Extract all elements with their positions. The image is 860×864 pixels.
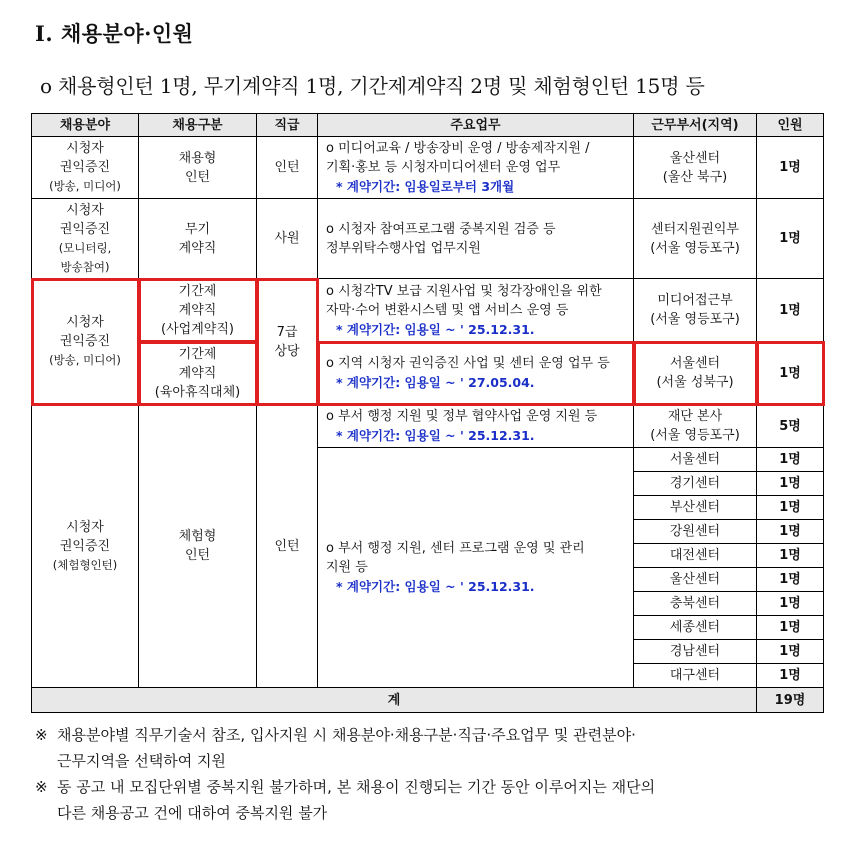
recruitment-table — [31, 113, 824, 713]
header-duty: 주요업무 — [318, 114, 634, 137]
cell-dept: 재단 본사 (서울 영등포구) — [634, 405, 757, 448]
cell-field: 시청자 권익증진 (체험형인턴) — [32, 405, 139, 688]
header-field: 채용분야 — [32, 114, 139, 137]
cell-duty: o 시청자 참여프로그램 중복지원 검증 등 정부위탁수행사업 업무지원 — [318, 199, 634, 279]
note-item: ※ 동 공고 내 모집단위별 중복지원 불가하며, 본 채용이 진행되는 기간 동안 이루어지는 재단의 다른 채용공고 건에 대하여 중복지원 불가 — [35, 774, 835, 826]
cell-type: 무기 계약직 — [139, 199, 257, 279]
total-label: 계 — [32, 688, 757, 713]
table-row — [32, 199, 824, 279]
cell-duty: o 시청각TV 보급 지원사업 및 청각장애인을 위한 자막·수어 변환시스템 및 앱 서비스 운영 등 * 계약기간: 임용일 ~ ' 25.12.31. — [318, 279, 634, 342]
cell-field-highlighted: 시청자 권익증진 (방송, 미디어) — [32, 279, 139, 405]
header-count: 인원 — [757, 114, 824, 137]
recruitment-summary: o 채용형인턴 1명, 무기계약직 1명, 기간제계약직 2명 및 체험형인턴 15명 등 — [40, 74, 705, 98]
cell-center: 대전센터 — [634, 544, 757, 568]
cell-count-highlighted: 1명 — [757, 342, 824, 405]
cell-count: 1명 — [757, 472, 824, 496]
cell-center: 울산센터 — [634, 568, 757, 592]
cell-duty: o 부서 행정 지원 및 정부 협약사업 운영 지원 등 * 계약기간: 임용일 ~ ' 25.12.31. — [318, 405, 634, 448]
cell-dept: 센터지원권익부 (서울 영등포구) — [634, 199, 757, 279]
cell-dept: 울산센터 (울산 북구) — [634, 137, 757, 199]
cell-count: 1명 — [757, 199, 824, 279]
table-row — [32, 137, 824, 199]
cell-type-highlighted: 기간제 계약직 (육아휴직대체) — [139, 342, 257, 405]
cell-center: 경기센터 — [634, 472, 757, 496]
cell-count: 1명 — [757, 664, 824, 688]
cell-rank: 인턴 — [257, 405, 318, 688]
table-row — [32, 342, 824, 405]
cell-count: 1명 — [757, 496, 824, 520]
header-rank: 직급 — [257, 114, 318, 137]
contract-period: * 계약기간: 임용일 ~ ' 27.05.04. — [336, 375, 535, 390]
cell-type: 체험형 인턴 — [139, 405, 257, 688]
notes — [35, 722, 835, 826]
cell-count: 1명 — [757, 279, 824, 342]
note-mark: ※ — [35, 778, 48, 796]
cell-center: 경남센터 — [634, 640, 757, 664]
cell-count: 1명 — [757, 616, 824, 640]
cell-type-highlighted: 기간제 계약직 (사업계약직) — [139, 279, 257, 342]
contract-period: * 계약기간: 임용일 ~ ' 25.12.31. — [336, 428, 535, 443]
cell-count: 1명 — [757, 448, 824, 472]
cell-field: 시청자 권익증진 (모니터링, 방송참여) — [32, 199, 139, 279]
cell-center: 대구센터 — [634, 664, 757, 688]
cell-count: 1명 — [757, 520, 824, 544]
header-dept: 근무부서(지역) — [634, 114, 757, 137]
section-heading: Ⅰ. 채용분야·인원 — [35, 21, 194, 46]
cell-center: 충북센터 — [634, 592, 757, 616]
cell-center: 서울센터 — [634, 448, 757, 472]
cell-dept: 미디어접근부 (서울 영등포구) — [634, 279, 757, 342]
cell-rank-highlighted: 7급 상당 — [257, 279, 318, 405]
cell-rank: 인턴 — [257, 137, 318, 199]
cell-duty-highlighted: o 지역 시청자 권익증진 사업 및 센터 운영 업무 등 * 계약기간: 임용일 ~ ' 27.05.04. — [318, 342, 634, 405]
cell-duty: o 미디어교육 / 방송장비 운영 / 방송제작지원 / 기획·홍보 등 시청자미디어센터 운영 업무 * 계약기간: 임용일로부터 3개월 — [318, 137, 634, 199]
total-count: 19명 — [757, 688, 824, 713]
cell-count: 1명 — [757, 137, 824, 199]
cell-count: 5명 — [757, 405, 824, 448]
cell-center: 세종센터 — [634, 616, 757, 640]
contract-period: * 계약기간: 임용일 ~ ' 25.12.31. — [336, 579, 535, 594]
table-row — [32, 405, 824, 448]
cell-count: 1명 — [757, 640, 824, 664]
contract-period: * 계약기간: 임용일로부터 3개월 — [336, 179, 515, 194]
cell-center: 강원센터 — [634, 520, 757, 544]
note-mark: ※ — [35, 726, 48, 744]
contract-period: * 계약기간: 임용일 ~ ' 25.12.31. — [336, 321, 535, 337]
table-header-row — [32, 114, 824, 137]
cell-rank: 사원 — [257, 199, 318, 279]
cell-count: 1명 — [757, 568, 824, 592]
cell-dept-highlighted: 서울센터 (서울 성북구) — [634, 342, 757, 405]
cell-type: 채용형 인턴 — [139, 137, 257, 199]
cell-field: 시청자 권익증진 (방송, 미디어) — [32, 137, 139, 199]
table-row — [32, 279, 824, 342]
cell-count: 1명 — [757, 592, 824, 616]
cell-count: 1명 — [757, 544, 824, 568]
cell-duty: o 부서 행정 지원, 센터 프로그램 운영 및 관리 지원 등 * 계약기간: 임용일 ~ ' 25.12.31. — [318, 448, 634, 688]
header-type: 채용구분 — [139, 114, 257, 137]
cell-center: 부산센터 — [634, 496, 757, 520]
note-item: ※ 채용분야별 직무기술서 참조, 입사지원 시 채용분야·채용구분·직급·주요업무 및 관련분야· 근무지역을 선택하여 지원 — [35, 722, 835, 774]
table-total-row — [32, 688, 824, 713]
